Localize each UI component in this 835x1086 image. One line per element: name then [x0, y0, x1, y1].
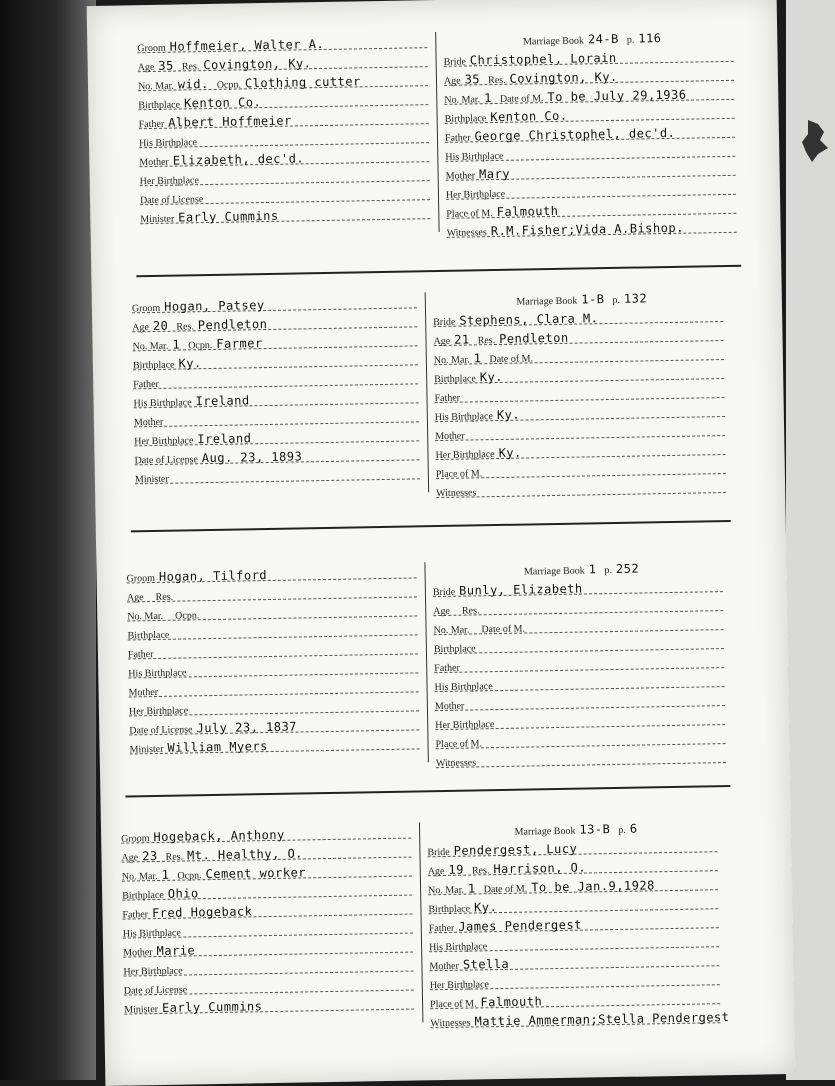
groom-field: [132, 293, 265, 314]
age-field: [433, 327, 469, 347]
res-label: Res.: [155, 591, 174, 603]
name-value: Christophel, Lorain: [469, 50, 617, 68]
date-of-license-label: Date of License: [139, 194, 204, 207]
column-divider: [419, 822, 423, 1022]
mother-label: Mother: [429, 960, 459, 973]
date-of-m-label: Date of M.: [481, 623, 526, 636]
witnesses-field: [430, 1005, 729, 1029]
her-birthplace-field: [435, 711, 498, 731]
marriage-book-value: 13-B: [579, 822, 611, 837]
mother-field: [123, 938, 195, 958]
her-birthplace-field: [139, 167, 202, 187]
place-of-m-label: Place of M.: [435, 738, 483, 751]
his-birthplace-label: His Birthplace: [138, 137, 198, 150]
mother-label: Mother: [123, 947, 153, 959]
age-field: [444, 67, 480, 87]
groom-value: Hogeback, Anthony: [153, 827, 285, 845]
date-of-m-value: To be July 29,1936: [547, 87, 687, 105]
no-mar-field: [428, 876, 476, 896]
her-birthplace-value: Ky.: [498, 445, 522, 460]
his-birthplace-label: His Birthplace: [445, 150, 504, 163]
his-birthplace-label: His Birthplace: [133, 397, 192, 410]
place-of-m-label: Place of M.: [430, 998, 477, 1011]
age-value: 21: [454, 332, 470, 347]
no-mar-field: [122, 863, 170, 883]
name-field: [427, 837, 577, 859]
her-birthplace-field: [430, 971, 493, 991]
age-label: Age: [132, 322, 150, 334]
p-field: [627, 26, 662, 46]
mother-value: Marie: [156, 943, 196, 959]
his-birthplace-field: [139, 129, 201, 149]
marriage-book-label: Marriage Book: [516, 295, 578, 308]
place-of-m-label: Place of M.: [435, 468, 483, 481]
no-mar-field: [138, 72, 209, 92]
groom-column: [121, 821, 415, 1036]
bride-row: [430, 1005, 730, 1030]
marriage-book-row: [443, 25, 733, 47]
p-value: 116: [638, 31, 662, 46]
age-label: Age: [121, 852, 139, 864]
father-label: Father: [122, 909, 149, 921]
bride-row: [436, 745, 726, 768]
age-field: [121, 844, 157, 864]
groom-column: [137, 30, 431, 245]
no-mar-value: 1: [484, 91, 492, 106]
mother-value: Mary: [478, 166, 511, 182]
name-field: [433, 577, 583, 599]
his-birthplace-field: [435, 403, 521, 423]
bride-row: [436, 475, 726, 498]
no-mar-label: No. Mar.: [121, 870, 158, 883]
res-value: Harrison, O.: [493, 860, 587, 877]
res-label: Res.: [461, 605, 480, 617]
age-value: 20: [152, 318, 169, 333]
res-field: [182, 51, 312, 72]
birthplace-label: Birthplace: [132, 359, 175, 372]
res-value: Pendleton: [197, 316, 268, 333]
no-mar-label: No. Mar.: [433, 354, 470, 367]
place-of-m-value: Falmouth: [480, 994, 543, 1010]
mother-field: [128, 679, 162, 699]
p-label: p.: [604, 565, 613, 577]
his-birthplace-field: [429, 933, 491, 953]
her-birthplace-field: [129, 697, 192, 717]
p-value: 132: [623, 291, 648, 306]
birthplace-value: Ky.: [479, 369, 504, 385]
no-mar-field: [132, 333, 180, 353]
marriage-book-row: [432, 555, 722, 577]
birthplace-value: Kenton Co.: [490, 108, 568, 125]
age-field: [433, 598, 454, 617]
minister-label: Minister: [124, 1004, 159, 1016]
no-mar-label: No. Mar.: [428, 884, 465, 897]
marriage-book-label: Marriage Book: [523, 565, 585, 578]
birthplace-label: Birthplace: [428, 903, 471, 916]
no-mar-label: No. Mar.: [444, 94, 481, 106]
age-field: [137, 54, 173, 74]
ocpn-label: Ocpn.: [216, 79, 242, 91]
p-label: p.: [626, 34, 635, 46]
witnesses-label: Witnesses: [436, 487, 477, 500]
his-birthplace-field: [123, 920, 185, 940]
marriage-record-card: [137, 25, 731, 255]
mother-field: [429, 952, 509, 972]
ink-blot-mark: [800, 118, 830, 163]
age-label: Age: [433, 605, 451, 618]
birthplace-field: [138, 90, 261, 111]
name-value: Bunly, Elizabeth: [458, 581, 583, 598]
age-value: 23: [142, 848, 158, 864]
p-value: 6: [629, 821, 638, 836]
no-mar-label: No. Mar.: [127, 610, 164, 623]
date-of-license-label: Date of License: [129, 724, 193, 737]
res-value: Covington, Ky.: [509, 69, 618, 86]
ocpn-field: [188, 331, 263, 351]
mother-field: [435, 693, 469, 713]
mother-label: Mother: [434, 700, 465, 713]
birthplace-field: [122, 881, 199, 901]
birthplace-field: [127, 622, 173, 642]
name-label: Bride: [443, 56, 466, 68]
res-field: [155, 584, 177, 603]
res-field: [165, 841, 303, 862]
marriage-book-row: [433, 285, 723, 307]
witnesses-value: Mattie Ammerman;Stella Pendergest: [474, 1010, 730, 1029]
minister-label: Minister: [129, 743, 164, 756]
ocpn-label: Ocpn.: [175, 610, 200, 622]
name-label: Bride: [433, 316, 456, 329]
groom-value: Hogan, Tilford: [158, 568, 268, 584]
his-birthplace-label: His Birthplace: [128, 667, 187, 680]
marriage-book-value: 1-B: [581, 292, 605, 307]
date-of-m-label: Date of M.: [483, 883, 528, 896]
date-of-license-label: Date of License: [123, 984, 188, 997]
his-birthplace-field: [434, 673, 496, 693]
groom-row: [135, 461, 420, 484]
no-mar-field: [434, 346, 482, 366]
res-label: Res.: [471, 865, 490, 877]
no-mar-value: 1: [172, 337, 181, 352]
her-birthplace-field: [446, 181, 509, 201]
mother-value: Stella: [462, 956, 510, 972]
card-separator-line: [136, 265, 741, 278]
father-label: Father: [434, 662, 460, 675]
no-mar-value: wid.: [177, 76, 209, 92]
groom-row: [140, 201, 430, 224]
no-mar-field: [433, 616, 473, 636]
age-label: Age: [443, 75, 461, 87]
age-label: Age: [433, 335, 451, 348]
no-mar-value: 1: [467, 881, 476, 896]
age-value: 35: [464, 72, 481, 87]
father-label: Father: [138, 118, 165, 131]
birthplace-field: [133, 351, 202, 371]
ocpn-field: [177, 860, 306, 881]
ocpn-label: Ocpn.: [177, 870, 202, 882]
place-of-m-value: Falmouth: [496, 203, 559, 219]
minister-field: [135, 466, 173, 486]
her-birthplace-field: [435, 441, 522, 462]
mother-field: [445, 162, 510, 182]
marriage-record-card: [121, 815, 730, 1045]
scan-left-edge: [0, 0, 96, 1080]
his-birthplace-value: Ky.: [496, 407, 521, 423]
birthplace-label: Birthplace: [138, 99, 181, 112]
p-label: p.: [618, 824, 626, 836]
res-label: Res.: [477, 335, 496, 347]
father-field: [434, 385, 464, 405]
name-label: Bride: [427, 846, 450, 859]
witnesses-value: R.M.Fisher;Vida A.Bishop.: [490, 220, 684, 239]
father-label: Father: [434, 392, 461, 405]
groom-column: [126, 560, 420, 775]
p-field: [604, 557, 639, 577]
birthplace-label: Birthplace: [433, 643, 476, 656]
her-birthplace-field: [123, 958, 186, 978]
witnesses-field: [436, 749, 480, 769]
date-of-m-field: [489, 345, 537, 365]
minister-label: Minister: [140, 213, 175, 226]
no-mar-field: [127, 603, 167, 623]
res-field: [176, 312, 267, 333]
bride-column: [432, 555, 726, 770]
marriage-book-value: 1: [588, 562, 597, 577]
mother-label: Mother: [128, 686, 159, 699]
name-value: Stephens, Clara M.: [459, 311, 599, 328]
her-birthplace-field: [134, 426, 252, 447]
birthplace-field: [444, 104, 567, 125]
res-label: Res.: [181, 61, 200, 73]
no-mar-value: 1: [161, 867, 170, 882]
her-birthplace-label: Her Birthplace: [435, 719, 495, 732]
ocpn-field: [217, 69, 361, 91]
birthplace-field: [434, 635, 480, 655]
res-field: [462, 597, 484, 616]
marriage-record-card: [126, 555, 720, 785]
no-mar-label: No. Mar.: [137, 80, 174, 93]
res-field: [472, 856, 587, 877]
his-birthplace-value: Ireland: [195, 393, 250, 409]
father-value: Albert Hoffmeier: [168, 113, 292, 130]
no-mar-field: [444, 86, 492, 106]
father-value: George Christophel, dec'd.: [474, 125, 676, 144]
ocpn-field: [175, 602, 203, 621]
his-birthplace-field: [133, 388, 249, 409]
age-label: Age: [427, 865, 445, 878]
father-value: Fred Hogeback: [151, 904, 253, 921]
witnesses-field: [446, 216, 684, 239]
groom-label: Groom: [126, 572, 156, 585]
father-field: [128, 641, 158, 661]
birthplace-label: Birthplace: [434, 373, 476, 386]
date-of-m-value: To be Jan.9,1928: [531, 878, 655, 895]
groom-column: [132, 290, 421, 505]
minister-field: [129, 734, 268, 755]
res-value: Pendleton: [499, 330, 569, 346]
his-birthplace-label: His Birthplace: [434, 411, 493, 424]
place-of-m-field: [446, 199, 559, 220]
column-divider: [435, 32, 439, 232]
mother-label: Mother: [139, 156, 169, 169]
ocpn-label: Ocpn.: [188, 339, 213, 352]
witnesses-field: [436, 479, 480, 499]
her-birthplace-label: Her Birthplace: [123, 965, 183, 978]
no-mar-label: No. Mar.: [433, 624, 470, 637]
age-label: Age: [126, 592, 144, 604]
p-field: [612, 286, 647, 306]
ocpn-value: Farmer: [216, 336, 263, 351]
age-field: [127, 584, 148, 603]
minister-label: Minister: [134, 473, 169, 486]
mother-label: Mother: [435, 430, 465, 443]
birthplace-label: Birthplace: [122, 889, 164, 902]
res-field: [477, 326, 568, 347]
name-value: Pendergest, Lucy: [453, 841, 578, 858]
marriage-book-field: [514, 817, 610, 838]
p-value: 252: [615, 561, 640, 576]
her-birthplace-label: Her Birthplace: [429, 979, 490, 992]
age-value: 19: [448, 862, 465, 877]
groom-label: Groom: [137, 42, 166, 55]
her-birthplace-label: Her Birthplace: [128, 705, 189, 718]
minister-value: Early Cummins: [161, 999, 263, 1015]
bride-column: [443, 25, 737, 240]
res-label: Res.: [176, 321, 194, 333]
date-of-m-label: Date of M.: [489, 353, 534, 366]
groom-value: Hogan, Patsey: [164, 298, 265, 314]
age-field: [132, 314, 168, 334]
witnesses-label: Witnesses: [435, 757, 477, 770]
father-label: Father: [428, 922, 455, 935]
his-birthplace-field: [445, 143, 507, 163]
father-field: [122, 899, 252, 920]
no-mar-value: 1: [473, 351, 482, 366]
card-separator-line: [131, 520, 731, 532]
witnesses-label: Witnesses: [446, 227, 487, 239]
res-value: Covington, Ky.: [203, 56, 312, 73]
date-of-license-value: Aug. 23, 1893: [201, 449, 303, 466]
date-of-license-field: [124, 976, 192, 996]
birthplace-field: [434, 365, 503, 385]
witnesses-label: Witnesses: [430, 1017, 471, 1030]
mother-value: Elizabeth, dec'd.: [172, 151, 305, 168]
p-label: p.: [612, 294, 621, 306]
place-of-m-label: Place of M.: [446, 208, 493, 220]
her-birthplace-label: Her Birthplace: [445, 188, 506, 201]
age-label: Age: [137, 61, 155, 74]
her-birthplace-label: Her Birthplace: [134, 435, 194, 448]
minister-value: William Myers: [167, 739, 269, 755]
his-birthplace-label: His Birthplace: [434, 681, 493, 694]
marriage-book-field: [516, 287, 604, 308]
groom-label: Groom: [121, 833, 150, 845]
birthplace-value: Ohio: [167, 886, 199, 901]
marriage-record-card: [132, 285, 721, 515]
father-value: James Pendergest: [458, 917, 582, 934]
marriage-book-label: Marriage Book: [523, 35, 585, 48]
place-of-m-field: [436, 460, 487, 480]
bride-column: [433, 285, 727, 500]
her-birthplace-label: Her Birthplace: [139, 175, 199, 188]
her-birthplace-label: Her Birthplace: [435, 449, 495, 462]
place-of-m-field: [430, 989, 543, 1010]
marriage-book-field: [524, 557, 597, 577]
age-value: 35: [158, 58, 174, 73]
birthplace-value: Kenton Co.: [183, 95, 262, 111]
p-field: [618, 817, 638, 836]
father-field: [133, 371, 163, 391]
date-of-license-label: Date of License: [134, 454, 198, 467]
groom-label: Groom: [131, 302, 161, 315]
groom-row: [129, 731, 419, 754]
place-of-m-field: [435, 730, 486, 750]
father-field: [434, 655, 464, 675]
age-field: [428, 858, 464, 878]
his-birthplace-label: His Birthplace: [429, 941, 488, 954]
no-mar-label: No. Mar.: [132, 340, 169, 353]
mother-field: [134, 409, 168, 429]
father-label: Father: [444, 132, 471, 144]
card-separator-line: [125, 785, 730, 798]
his-birthplace-label: His Birthplace: [122, 927, 181, 940]
column-divider: [424, 562, 428, 762]
res-label: Res.: [165, 851, 184, 863]
his-birthplace-field: [128, 659, 190, 679]
birthplace-label: Birthplace: [127, 629, 170, 642]
bride-column: [427, 815, 730, 1030]
minister-value: Early Cummins: [178, 208, 279, 225]
groom-value: Hoffmeier, Walter A.: [169, 36, 325, 54]
birthplace-value: Ky.: [178, 356, 202, 371]
groom-row: [124, 992, 414, 1015]
groom-field: [126, 563, 267, 584]
res-value: Mt. Healthy, O.: [186, 846, 304, 863]
mother-label: Mother: [445, 170, 476, 182]
column-divider: [425, 292, 429, 492]
marriage-book-value: 24-B: [587, 31, 619, 47]
father-label: Father: [127, 649, 154, 661]
marriage-book-field: [523, 27, 619, 48]
date-of-license-field: [140, 186, 208, 206]
mother-label: Mother: [133, 416, 164, 429]
ocpn-value: Cement worker: [205, 865, 307, 882]
mother-field: [435, 423, 469, 443]
name-label: Bride: [432, 586, 456, 599]
ocpn-value: Clothing cutter: [244, 74, 361, 91]
minister-field: [124, 994, 263, 1015]
birthplace-label: Birthplace: [444, 113, 487, 125]
bride-row: [446, 215, 736, 238]
father-label: Father: [133, 378, 159, 391]
birthplace-value: Ky.: [473, 900, 498, 915]
date-of-m-field: [481, 615, 529, 635]
minister-field: [140, 204, 279, 225]
res-label: Res.: [488, 74, 506, 87]
birthplace-field: [428, 895, 497, 915]
marriage-book-label: Marriage Book: [514, 825, 576, 838]
index-card-page: [87, 0, 796, 1086]
date-of-license-value: July 23, 1837: [196, 719, 298, 736]
date-of-m-label: Date of M.: [499, 93, 544, 105]
her-birthplace-value: Ireland: [197, 431, 252, 447]
res-field: [488, 65, 618, 86]
